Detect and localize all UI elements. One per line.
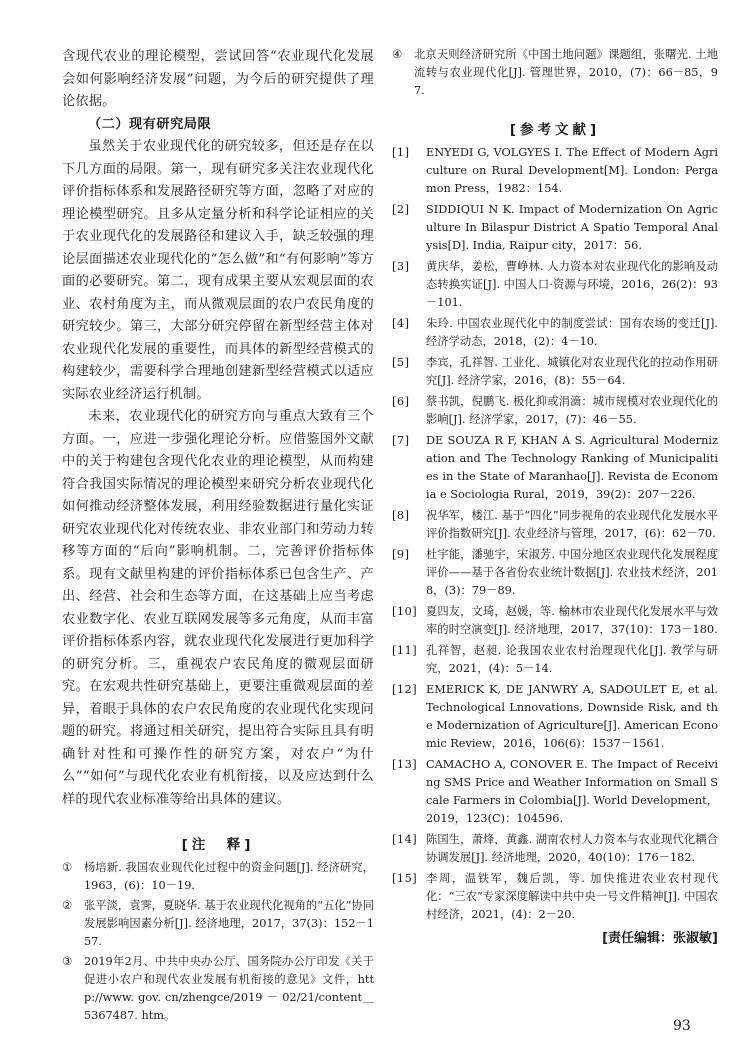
- note-text: 2019年2月、中共中央办公厅、国务院办公厅印发《关于促进小农户和现代农业发展有机衔接的意见》文件，http://www. gov. cn/zhengce/2019 － 02/21/content＿5367487. htm。: [84, 955, 374, 1022]
- reference-number: [8]: [392, 509, 410, 522]
- reference-item: [392, 642, 718, 678]
- reference-text: 杜宇能，潘驰宇，宋淑芳. 中国分地区农业现代化发展程度评价——基于各省份农业统计数据[J]. 农业技术经济，2018，(3)：79－89.: [426, 548, 718, 597]
- reference-text: 李周，温铁军，魏后凯，等. 加快推进农业农村现代化：“三农”专家深度解读中共中央一号文件精神[J]. 中国农村经济，2021，(4)：2－20.: [426, 872, 718, 921]
- reference-text: 黄庆华，姜松，曹峥林. 人力资本对农业现代化的影响及动态转换实证[J]. 中国人口·资源与环境，2016，26(2)：93－101.: [426, 260, 718, 309]
- reference-text: DE SOUZA R F, KHAN A S. Agricultural Modernization and The Technology Ranking of Municipalities in the State of Maranhao[J]. Revista de Economia e Sociologia Rural，2019，39(2)：207－226.: [426, 434, 718, 501]
- notes-heading: [注 释]: [181, 837, 255, 853]
- note-item: [62, 953, 374, 1025]
- reference-number: [1]: [392, 146, 410, 159]
- reference-item: [392, 870, 718, 924]
- references-heading: [参考文献]: [509, 122, 601, 138]
- reference-text: 孔祥智，赵昶. 论我国农业农村治理现代化[J]. 教学与研究，2021，(4)：5－14.: [426, 644, 718, 675]
- note-item: [62, 859, 374, 895]
- reference-item: [392, 432, 718, 504]
- note-marker: ①: [62, 861, 73, 874]
- body-paragraph-1: 含现代农业的理论模型，尝试回答“农业现代化发展会如何影响经济发展”问题，为今后的研究提供了理论依据。: [62, 49, 374, 109]
- right-column: [392, 46, 718, 949]
- note-item: [62, 897, 374, 951]
- note-marker: ③: [62, 955, 73, 968]
- reference-item: [392, 201, 718, 255]
- body-paragraph-2: 虽然关于农业现代化的研究较多，但还是存在以下几方面的局限。第一，现有研究多关注农业现代化评价指标体系和发展路径研究等方面，忽略了对应的理论模型研究。且多从定量分析和科学论证相应的关于农业现代化的发展路径和建议入手，缺乏较强的理论层面描述农业现代化的“怎么做”和“有何影响”等方面的必要研究。第二，现有成果主要从宏观层面的农业、农村角度为主，而从微观层面的农户农民角度的研究较少。第三，大部分研究停留在新型经营主体对农业现代化发展的重要性，而具体的新型经营模式的构建较少，需要科学合理地创建新型经营模式以适应实际农业经济运行机制。: [62, 139, 374, 402]
- reference-item: [392, 546, 718, 600]
- reference-number: [7]: [392, 434, 410, 447]
- reference-number: [10]: [392, 605, 418, 618]
- reference-text: EMERICK K, DE JANWRY A, SADOULET E, et al. Technological Lnnovations, Downside Risk, and the Modernization of Agriculture[J]. American Economic Review，2016，106(6)：1537－1561.: [426, 683, 718, 750]
- reference-item: [392, 603, 718, 639]
- note-marker: ②: [62, 899, 73, 912]
- reference-number: [3]: [392, 260, 410, 273]
- reference-number: [6]: [392, 395, 410, 408]
- reference-list: [392, 144, 718, 924]
- reference-number: [4]: [392, 317, 410, 330]
- page-number: 93: [673, 1018, 691, 1034]
- reference-item: [392, 831, 718, 867]
- reference-number: [11]: [392, 644, 418, 657]
- reference-number: [14]: [392, 833, 418, 846]
- reference-text: 祝华军，楼江. 基于“四化”同步视角的农业现代化发展水平评价指数研究[J]. 农业经济与管理，2017，(6)：62－70.: [426, 509, 718, 540]
- reference-item: [392, 258, 718, 312]
- reference-text: 陈国生，萧烽，黄鑫. 湖南农村人力资本与农业现代化耦合协调发展[J]. 经济地理，2020，40(10)：176－182.: [426, 833, 718, 864]
- note-text: 张平淡，袁霁，夏晓华. 基于农业现代化视角的“五化”协同发展影响因素分析[J]. 经济地理，2017，37(3)：152－157.: [84, 899, 374, 948]
- reference-number: [5]: [392, 356, 410, 369]
- note-marker: ④: [392, 48, 403, 61]
- reference-text: 蔡书凯，倪鹏飞. 极化抑或涓滴：城市规模对农业现代化的影响[J]. 经济学家，2017，(7)：46－55.: [426, 395, 718, 426]
- reference-item: [392, 756, 718, 828]
- note-item: [392, 46, 718, 100]
- note-text: 杨培新. 我国农业现代化过程中的资金问题[J]. 经济研究，1963，(6)：10－19.: [84, 861, 374, 892]
- reference-text: ENYEDI G, VOLGYES I. The Effect of Modern Agriculture on Rural Development[M]. London: Pergamon Press，1982：154.: [426, 146, 718, 195]
- left-column: [62, 46, 374, 1027]
- reference-text: 朱玲. 中国农业现代化中的制度尝试：国有农场的变迁[J]. 经济学动态，2018，(2)：4－10.: [426, 317, 718, 348]
- reference-item: [392, 681, 718, 753]
- reference-item: [392, 144, 718, 198]
- section-subheading: （二）现有研究局限: [88, 116, 212, 132]
- reference-number: [15]: [392, 872, 418, 885]
- reference-text: SIDDIQUI N K. Impact of Modernization On Agriculture In Bilaspur District A Spatio Temporal Analysis[D]. India, Raipur city，2017：56.: [426, 203, 718, 252]
- note-text: 北京天则经济研究所《中国土地问题》课题组，张曙光. 土地流转与农业现代化[J]. 管理世界，2010，(7)：66－85，97.: [414, 48, 718, 97]
- reference-text: 李宾，孔祥智. 工业化、城镇化对农业现代化的拉动作用研究[J]. 经济学家，2016，(8)：55－64.: [426, 356, 718, 387]
- reference-text: 夏四友，文琦，赵媛，等. 榆林市农业现代化发展水平与效率的时空演变[J]. 经济地理，2017，37(10)：173－180.: [426, 605, 718, 636]
- reference-number: [13]: [392, 758, 418, 771]
- body-paragraph-3: 未来，农业现代化的研究方向与重点大致有三个方面。一，应进一步强化理论分析。应借鉴国外文献中的关于构建包含现代化农业的理论模型，从而构建符合我国实际情况的理论模型来研究分析农业现代化如何推动经济整体发展，利用经验数据进行量化实证研究农业现代化对传统农业、非农业部门和劳动力转移等方面的“后向”影响机制。二，完善评价指标体系。现有文献里构建的评价指标体系已包含生产、产出、经营、社会和生态等方面，在这基础上应当考虑农业数字化、农业互联网发展等多元角度，从而丰富评价指标体系内容，就农业现代化发展进行更加科学的研究分析。三，重视农户农民角度的微观层面研究。在宏观共性研究基础上，更要注重微观层面的差异，着眼于具体的农户农民角度的农业现代化实现问题的研究。将通过相关研究，提出符合实际且具有明确针对性和可操作性的研究方案，对农户“为什么”“如何”与现代化农业有机衔接，以及应达到什么样的现代农业标准等给出具体的建议。: [62, 409, 374, 807]
- reference-text: CAMACHO A, CONOVER E. The Impact of Receiving SMS Price and Weather Information on Small Scale Farmers in Colombia[J]. World Development，2019，123(C)：104596.: [426, 758, 718, 825]
- reference-number: [12]: [392, 683, 418, 696]
- reference-number: [2]: [392, 203, 410, 216]
- editor-credit: [责任编辑：张淑敏]: [602, 931, 718, 946]
- reference-item: [392, 315, 718, 351]
- reference-item: [392, 354, 718, 390]
- reference-item: [392, 393, 718, 429]
- reference-item: [392, 507, 718, 543]
- reference-number: [9]: [392, 548, 410, 561]
